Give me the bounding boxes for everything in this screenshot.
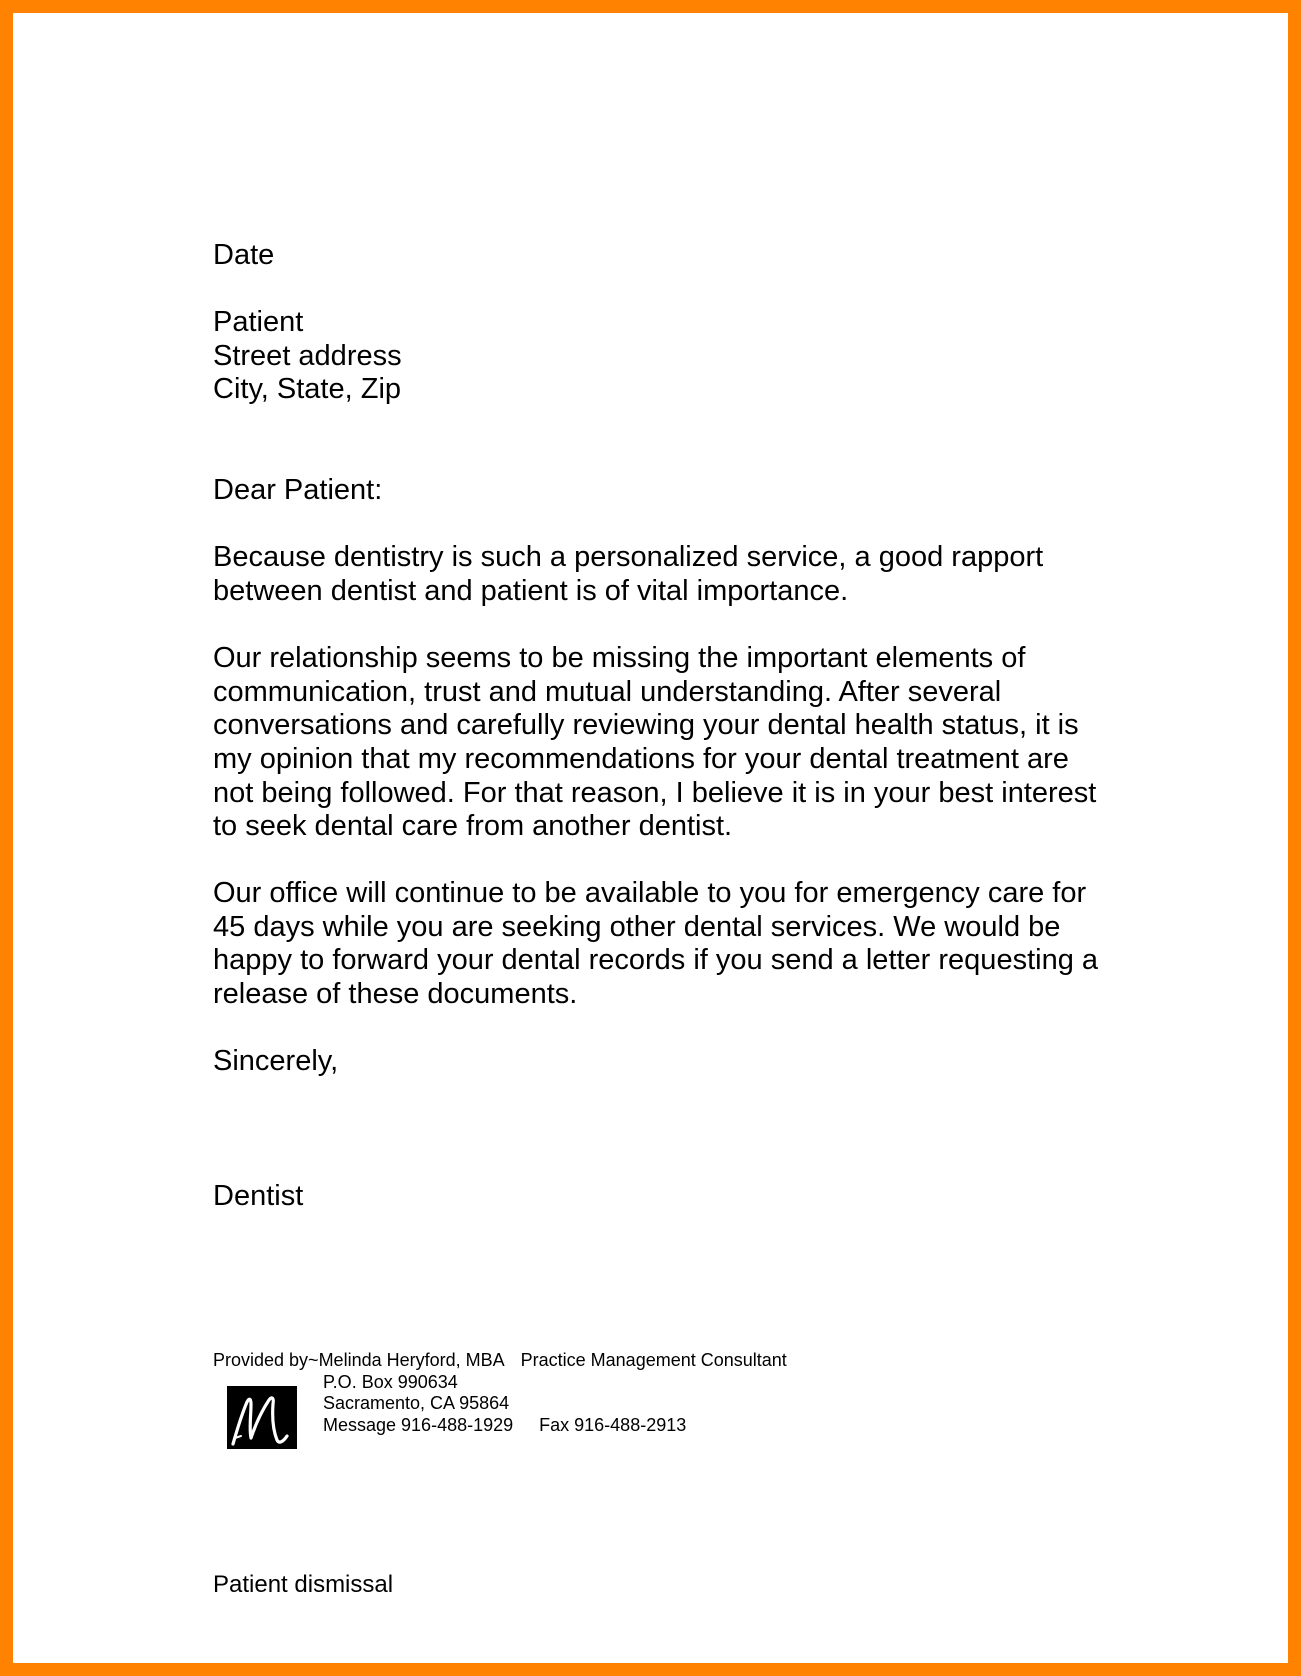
recipient-street: Street address	[213, 339, 402, 372]
phone-line	[213, 1415, 787, 1437]
consultant-title: Practice Management Consultant	[520, 1350, 787, 1370]
city-address: Sacramento, CA 95864	[323, 1393, 510, 1413]
fax-number: Fax 916-488-2913	[539, 1414, 687, 1435]
paragraph-1: Because dentistry is such a personalized service, a good rapport between dentist and patient is of vital importance.	[213, 541, 1044, 607]
provided-by-line	[213, 1350, 787, 1372]
provided-by: Provided by~Melinda Heryford, MBA	[213, 1350, 505, 1370]
salutation: Dear Patient:	[213, 474, 383, 507]
signature: Dentist	[213, 1179, 304, 1212]
consultant-footer	[213, 1350, 787, 1436]
document-caption: Patient dismissal	[213, 1571, 394, 1598]
m-signature-logo-icon	[227, 1386, 297, 1449]
paragraph-3: Our office will continue to be available to you for emergency care for 45 days while you are seeking other dental services. We would be happy to forward your dental records if you send a letter requesting a release of these documents.	[213, 877, 1099, 1011]
po-box: P.O. Box 990634	[323, 1371, 458, 1392]
recipient-name: Patient	[213, 306, 304, 339]
closing: Sincerely,	[213, 1045, 339, 1078]
message-phone: Message 916-488-1929	[323, 1414, 514, 1435]
paragraph-2: Our relationship seems to be missing the important elements of communication, trust and mutual understanding. After several conversations and carefully reviewing your dental health status, it is my opinion that my recommendations for your dental treatment are not being followed. For that reason, I believe it is in your best interest to seek dental care from another dentist.	[213, 642, 1097, 843]
letter-date: Date	[213, 239, 275, 271]
recipient-city-state-zip: City, State, Zip	[213, 373, 402, 406]
letter-body	[213, 239, 1213, 1213]
